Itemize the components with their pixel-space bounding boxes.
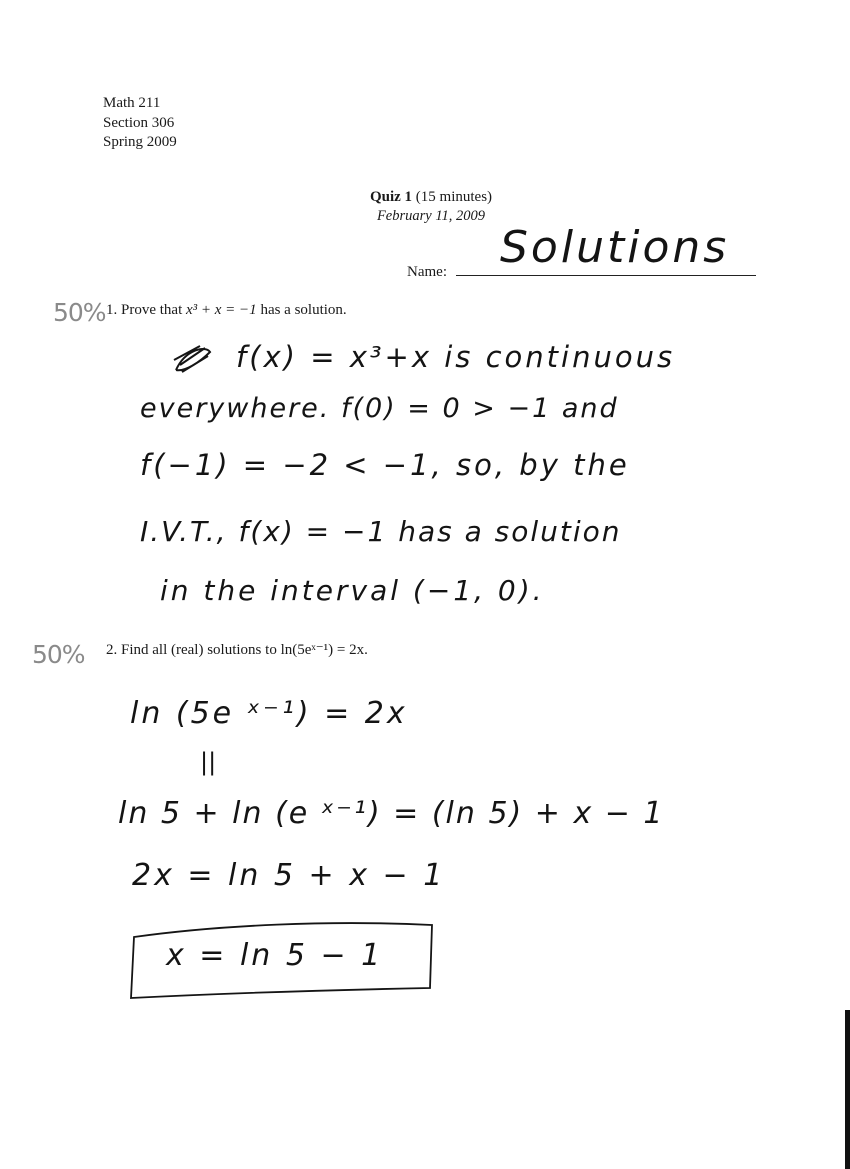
question1-weight: 50% <box>53 298 106 327</box>
name-handwritten: Solutions <box>500 222 730 273</box>
q1-line-1: f(x) = x³+x is continuous <box>236 340 676 374</box>
q1-line-5: in the interval (−1, 0). <box>160 574 545 607</box>
question1-number: 1. <box>106 302 118 318</box>
q2-boxed-answer: x = ln 5 − 1 <box>166 938 384 973</box>
scribble-mark <box>174 346 210 372</box>
question1-text-before: Prove that <box>121 302 183 318</box>
q1-line-2: everywhere. f(0) = 0 > −1 and <box>140 393 619 424</box>
q2-line-4: 2x = ln 5 + x − 1 <box>132 858 446 893</box>
question2-weight: 50% <box>32 640 85 669</box>
question2-number: 2. <box>106 642 118 658</box>
quiz-title-duration: (15 minutes) <box>415 189 493 205</box>
q2-line-3: ln 5 + ln (e ˣ⁻¹) = (ln 5) + x − 1 <box>118 796 665 831</box>
q2-line-2: || <box>200 748 217 776</box>
question1-math: x³ + x = −1 <box>186 302 257 318</box>
question2-math: ln(5eˣ⁻¹) = 2x. <box>280 642 368 658</box>
question2-text-before: Find all (real) solutions to <box>121 642 277 658</box>
course-name: Math 211 <box>103 95 161 111</box>
q1-line-4: I.V.T., f(x) = −1 has a solution <box>140 515 622 548</box>
quiz-date: February 11, 2009 <box>376 208 486 224</box>
scan-edge <box>845 1010 850 1169</box>
course-section: Section 306 <box>103 114 175 131</box>
q2-line-1: ln (5e ˣ⁻¹) = 2x <box>130 696 408 731</box>
name-label: Name: <box>407 264 447 280</box>
quiz-title-bold: Quiz 1 <box>369 189 413 205</box>
question1-text-after: has a solution. <box>260 302 347 318</box>
course-term: Spring 2009 <box>103 134 177 150</box>
q1-line-3: f(−1) = −2 < −1, so, by the <box>140 448 630 482</box>
